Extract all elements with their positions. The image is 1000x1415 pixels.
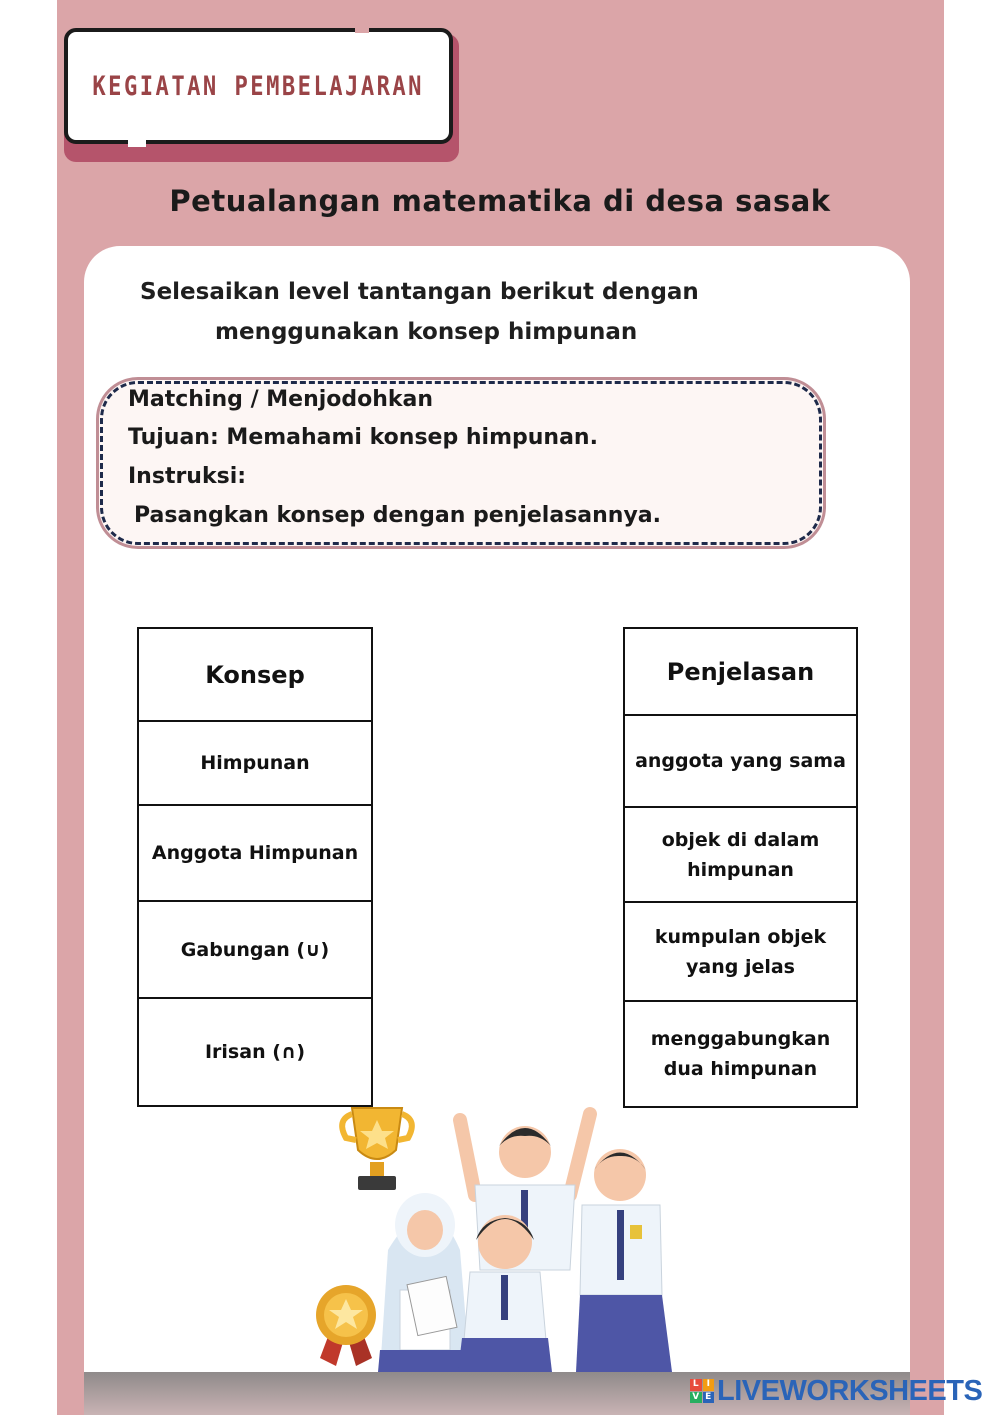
trophy-icon [342, 1108, 412, 1190]
brand-text: LIVEWORKSHEETS [717, 1374, 983, 1407]
explanation-item[interactable]: menggabungkan dua himpunan [624, 1001, 857, 1107]
concept-item[interactable]: Gabungan (∪) [138, 901, 372, 998]
students-celebrating-illustration [300, 1100, 720, 1372]
page-subtitle: Petualangan matematika di desa sasak [169, 184, 831, 218]
explanation-item[interactable]: kumpulan objek yang jelas [624, 902, 857, 1001]
brand-logo[interactable] [690, 1374, 982, 1408]
concept-item[interactable]: Himpunan [138, 721, 372, 805]
header-box [64, 28, 453, 144]
explanation-table [623, 627, 858, 1108]
explanation-item[interactable]: objek di dalam himpunan [624, 807, 857, 902]
header-border-gap [355, 25, 369, 33]
concept-header: Konsep [138, 628, 372, 721]
liveworksheets-logo-icon: L I V E [690, 1379, 714, 1403]
instruction-text: Pasangkan konsep dengan penjelasannya. [134, 503, 662, 528]
explanation-item[interactable]: anggota yang sama [624, 715, 857, 807]
concept-item[interactable]: Irisan (∩) [138, 998, 372, 1106]
activity-goal: Tujuan: Memahami konsep himpunan. [128, 425, 598, 450]
student-figure [378, 1193, 472, 1372]
header-title: KEGIATAN PEMBELAJARAN [92, 70, 425, 102]
concept-item[interactable]: Anggota Himpunan [138, 805, 372, 901]
header-border-gap [128, 139, 146, 147]
student-figure [576, 1149, 672, 1372]
intro-text [140, 272, 780, 352]
medal-icon [316, 1285, 376, 1366]
explanation-header: Penjelasan [624, 628, 857, 715]
intro-line-1: Selesaikan level tantangan berikut dengan [140, 279, 699, 305]
activity-type: Matching / Menjodohkan [128, 387, 434, 412]
concept-table [137, 627, 373, 1107]
instruction-label: Instruksi: [128, 464, 247, 489]
intro-line-2: menggunakan konsep himpunan [215, 319, 638, 345]
